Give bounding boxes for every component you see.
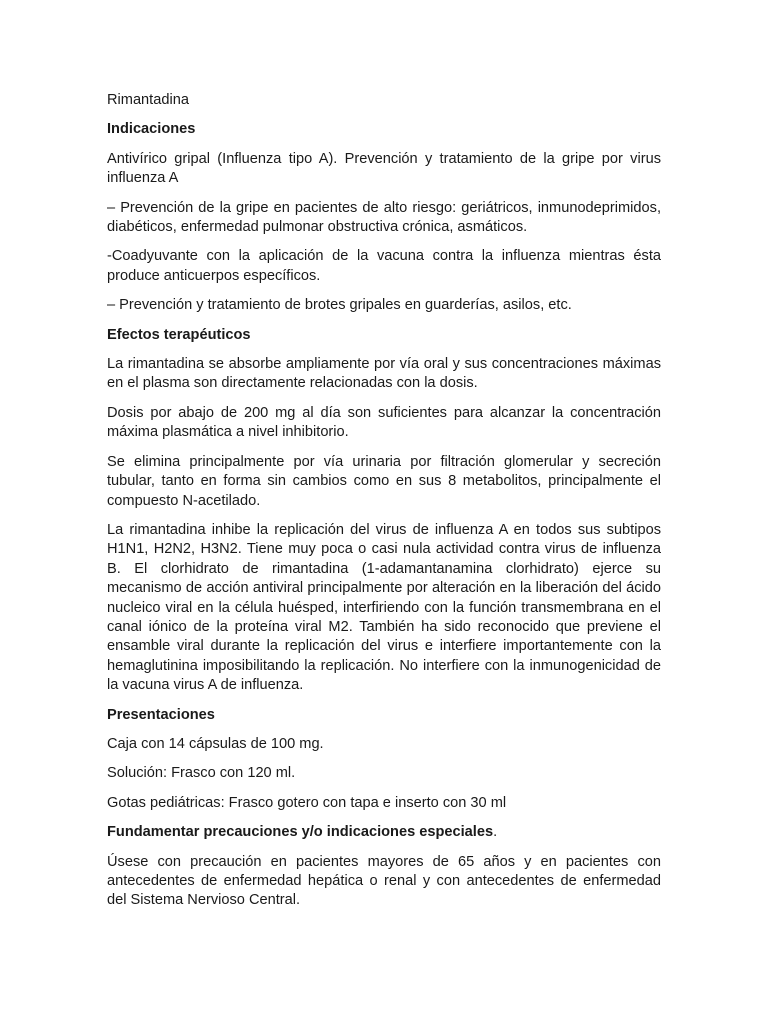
heading-precauciones-period: . (493, 824, 498, 841)
heading-presentaciones: Presentaciones (107, 706, 215, 723)
indicaciones-paragraph: Antivírico gripal (Influenza tipo A). Prevención y tratamiento de la gripe por virus influenza A (107, 150, 661, 187)
indicaciones-paragraph: -Coadyuvante con la aplicación de la vacuna contra la influenza mientras ésta produce anticuerpos específicos. (107, 248, 661, 284)
heading-efectos-terapeuticos: Efectos terapéuticos (107, 326, 251, 343)
heading-precauciones: Fundamentar precauciones y/o indicaciones especiales (107, 824, 494, 841)
indicaciones-paragraph: – Prevención de la gripe en pacientes de alto riesgo: geriátricos, inmunodeprimidos, diabéticos, enfermedad pulmonar obstructiva crónica, asmáticos. (107, 199, 661, 236)
efectos-paragraph: Dosis por abajo de 200 mg al día son suficientes para alcanzar la concentración máxima plasmática a nivel inhibitorio. (107, 404, 661, 441)
efectos-paragraph: La rimantadina inhibe la replicación del virus de influenza A en todos sus subtipos H1N1, H2N2, H3N2. Tiene muy poca o casi nula actividad contra virus de influenza B. El clorhidrato de rimantadina (1-adamantanamina clorhidrato) ejerce su mecanismo de acción antiviral principalmente por alteración en la liberación del ácido nucleico viral en la célula huésped, interfiriendo con la función transmembrana en el canal iónico de la proteína viral M2. También ha sido reconocido que previene el ensamble viral durante la replicación del virus e interfiere importantemente con la hemaglutinina imposibilitando la replicación. No interfiere con la inmunogenicidad de la vacuna virus A de influenza. (107, 521, 661, 694)
heading-indicaciones: Indicaciones (107, 121, 196, 138)
heading-precauciones-line (107, 823, 661, 842)
efectos-paragraph: Se elimina principalmente por vía urinaria por filtración glomerular y secreción tubular, tanto en forma sin cambios como en sus 8 metabolitos, principalmente el compuesto N-acetilado. (107, 453, 661, 509)
document-page (107, 91, 661, 921)
efectos-paragraph: La rimantadina se absorbe ampliamente por vía oral y sus concentraciones máximas en el plasma son directamente relacionadas con la dosis. (107, 356, 661, 392)
presentacion-item: Caja con 14 cápsulas de 100 mg. (107, 735, 324, 752)
presentacion-item: Gotas pediátricas: Frasco gotero con tapa e inserto con 30 ml (107, 794, 507, 811)
indicaciones-paragraph: – Prevención y tratamiento de brotes gripales en guarderías, asilos, etc. (107, 297, 572, 314)
presentacion-item: Solución: Frasco con 120 ml. (107, 765, 296, 782)
precauciones-paragraph: Úsese con precaución en pacientes mayores de 65 años y en pacientes con antecedentes de enfermedad hepática o renal y con antecedentes de enfermedad del Sistema Nervioso Central. (107, 853, 661, 909)
document-title: Rimantadina (107, 92, 189, 108)
